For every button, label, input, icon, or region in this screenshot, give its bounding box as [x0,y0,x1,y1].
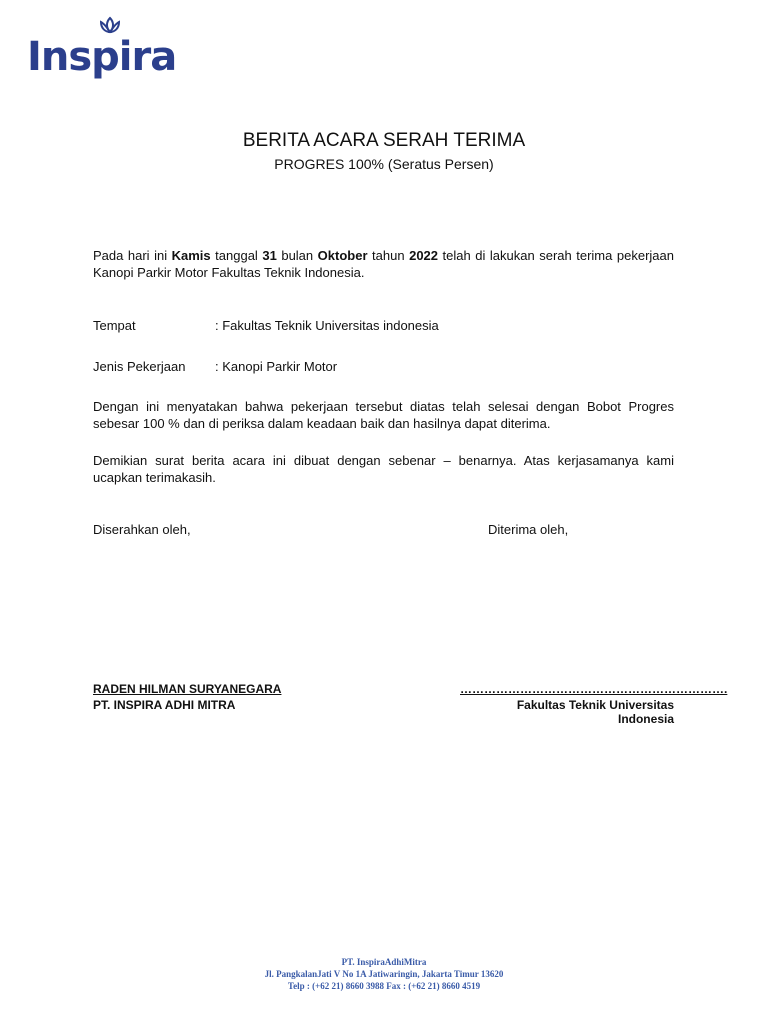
footer-address: Jl. PangkalanJati V No 1A Jatiwaringin, Jakarta Timur 13620 [264,969,504,979]
intro-text-2: tanggal [210,248,263,263]
sig-right-org: Fakultas Teknik Universitas Indonesia [516,698,674,726]
field-jenis-pekerjaan [93,359,337,374]
tempat-value: : Fakultas Teknik Universitas indonesia [215,318,439,333]
page-footer [0,956,768,992]
statement-paragraph: Dengan ini menyatakan bahwa pekerjaan tersebut diatas telah selesai dengan Bobot Progres sebesar 100 % dan di periksa dalam keadaan baik dan hasilnya dapat diterima. [93,399,674,431]
document-title: BERITA ACARA SERAH TERIMA [242,130,526,151]
document-subtitle: PROGRES 100% (Seratus Persen) [274,156,494,172]
intro-text-1: Pada hari ini [93,248,172,263]
flower-logo-icon [98,16,122,34]
sig-right-name: …………………………………………………………. [460,682,728,696]
footer-contact: Telp : (+62 21) 8660 3988 Fax : (+62 21) 8660 4519 [287,981,481,991]
company-logo [27,16,177,80]
sig-left-heading: Diserahkan oleh, [93,522,191,537]
intro-text-4: tahun [367,248,410,263]
intro-day: Kamis [171,248,211,263]
sig-right-heading: Diterima oleh, [488,522,569,537]
jenis-label: Jenis Pekerjaan [93,359,186,374]
closing-paragraph: Demikian surat berita acara ini dibuat dengan sebenar – benarnya. Atas kerjasamanya kami ucapkan terimakasih. [93,453,674,485]
intro-text-3: bulan [276,248,318,263]
sig-left-name: RADEN HILMAN SURYANEGARA [93,682,282,696]
intro-date: 31 [262,248,277,263]
intro-paragraph [93,247,674,281]
tempat-label: Tempat [93,318,136,333]
field-tempat [93,318,439,333]
intro-month: Oktober [317,248,368,263]
intro-year: 2022 [409,248,439,263]
jenis-value: : Kanopi Parkir Motor [215,359,338,374]
sig-left-org: PT. INSPIRA ADHI MITRA [93,698,236,712]
intro-text-5: telah di lakukan serah terima pekerjaan Kanopi Parkir Motor Fakultas Teknik Indonesia. [93,248,674,280]
footer-company: PT. InspiraAdhiMitra [341,957,427,967]
logo-text: Inspira [27,34,177,80]
